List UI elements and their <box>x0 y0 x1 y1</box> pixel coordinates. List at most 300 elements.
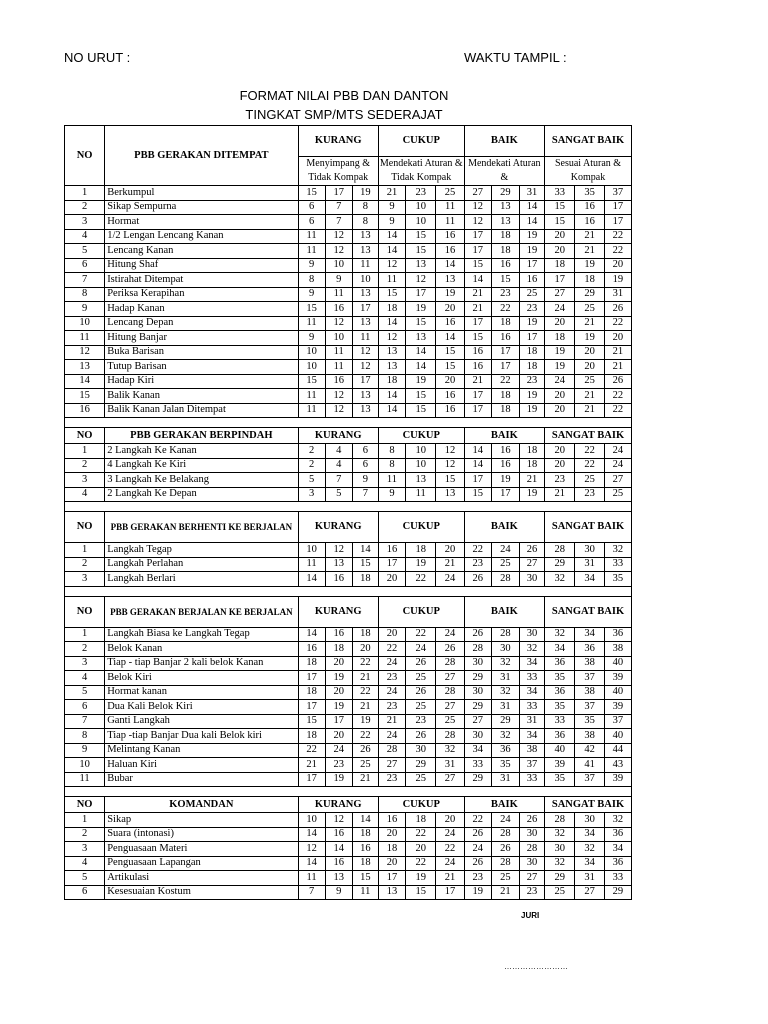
item-name: Tiap - tiap Banjar 2 kali belok Kanan <box>105 656 298 671</box>
score-cell: 22 <box>464 813 491 828</box>
score-cell: 15 <box>464 331 491 346</box>
category-header: BAIK <box>464 596 544 627</box>
section-spacer <box>65 586 632 596</box>
score-cell: 26 <box>604 302 631 317</box>
table-row <box>65 215 632 230</box>
score-cell: 17 <box>406 287 436 302</box>
score-cell: 22 <box>464 543 491 558</box>
score-cell: 26 <box>520 813 545 828</box>
score-cell: 15 <box>406 316 436 331</box>
score-cell: 19 <box>575 258 604 273</box>
score-cell: 18 <box>520 345 545 360</box>
score-cell: 23 <box>406 714 436 729</box>
score-cell: 17 <box>491 345 519 360</box>
score-cell: 29 <box>491 186 519 201</box>
score-cell: 20 <box>545 316 575 331</box>
item-name: Berkumpul <box>105 186 298 201</box>
score-cell: 26 <box>406 685 436 700</box>
score-cell: 26 <box>520 543 545 558</box>
item-name: Sikap <box>105 813 298 828</box>
score-cell: 19 <box>520 403 545 418</box>
score-cell: 23 <box>520 374 545 389</box>
score-cell: 15 <box>436 473 464 488</box>
score-cell: 2 <box>298 444 325 459</box>
score-cell: 37 <box>575 700 604 715</box>
score-cell: 36 <box>575 642 604 657</box>
score-cell: 7 <box>325 473 352 488</box>
score-cell: 15 <box>406 389 436 404</box>
score-cell: 17 <box>464 473 491 488</box>
item-name: Periksa Kerapihan <box>105 287 298 302</box>
score-cell: 14 <box>378 316 405 331</box>
score-cell: 19 <box>406 374 436 389</box>
score-cell: 14 <box>378 389 405 404</box>
item-name: Lencang Depan <box>105 316 298 331</box>
score-cell: 29 <box>545 871 575 886</box>
score-cell: 8 <box>378 458 405 473</box>
score-cell: 19 <box>352 186 378 201</box>
score-cell: 15 <box>436 360 464 375</box>
score-cell: 28 <box>491 572 519 587</box>
score-cell: 33 <box>545 714 575 729</box>
signature-line: …………………… <box>504 962 568 971</box>
score-cell: 12 <box>325 316 352 331</box>
score-cell: 34 <box>575 856 604 871</box>
score-cell: 38 <box>520 743 545 758</box>
no-header: NO <box>65 512 105 543</box>
score-cell: 26 <box>464 827 491 842</box>
score-cell: 19 <box>520 244 545 259</box>
score-cell: 39 <box>545 758 575 773</box>
score-cell: 24 <box>436 856 464 871</box>
item-name: Haluan Kiri <box>105 758 298 773</box>
score-cell: 40 <box>604 685 631 700</box>
score-cell: 13 <box>491 200 519 215</box>
score-cell: 37 <box>575 671 604 686</box>
score-cell: 20 <box>545 229 575 244</box>
score-cell: 22 <box>604 403 631 418</box>
score-cell: 6 <box>352 458 378 473</box>
score-cell: 19 <box>520 229 545 244</box>
score-cell: 14 <box>464 458 491 473</box>
score-cell: 30 <box>464 729 491 744</box>
category-header: CUKUP <box>378 797 464 813</box>
table-row <box>65 714 632 729</box>
category-description: Mendekati Aturan & <box>464 157 544 186</box>
table-row <box>65 302 632 317</box>
row-number: 1 <box>65 813 105 828</box>
item-name: Penguasaan Lapangan <box>105 856 298 871</box>
score-cell: 18 <box>491 229 519 244</box>
score-cell: 28 <box>436 685 464 700</box>
score-cell: 29 <box>464 700 491 715</box>
score-cell: 19 <box>406 871 436 886</box>
score-cell: 13 <box>406 258 436 273</box>
score-cell: 21 <box>575 244 604 259</box>
score-cell: 34 <box>520 656 545 671</box>
score-cell: 30 <box>464 656 491 671</box>
score-cell: 32 <box>545 627 575 642</box>
score-cell: 12 <box>406 273 436 288</box>
item-name: Hitung Banjar <box>105 331 298 346</box>
row-number: 4 <box>65 487 105 502</box>
score-cell: 39 <box>604 700 631 715</box>
score-cell: 21 <box>378 714 405 729</box>
table-row <box>65 458 632 473</box>
category-header: BAIK <box>464 797 544 813</box>
score-cell: 24 <box>436 627 464 642</box>
score-cell: 16 <box>325 572 352 587</box>
category-header: KURANG <box>298 428 378 444</box>
score-cell: 17 <box>378 871 405 886</box>
score-cell: 15 <box>436 345 464 360</box>
score-cell: 15 <box>298 714 325 729</box>
score-cell: 11 <box>406 487 436 502</box>
score-cell: 33 <box>604 557 631 572</box>
score-cell: 18 <box>545 331 575 346</box>
score-cell: 26 <box>464 856 491 871</box>
score-cell: 12 <box>436 458 464 473</box>
juri-label: JURI <box>521 911 540 920</box>
score-cell: 11 <box>325 287 352 302</box>
score-cell: 18 <box>378 842 405 857</box>
score-cell: 18 <box>520 360 545 375</box>
category-header: SANGAT BAIK <box>545 126 632 157</box>
row-number: 14 <box>65 374 105 389</box>
score-cell: 17 <box>464 389 491 404</box>
score-cell: 27 <box>545 287 575 302</box>
score-cell: 16 <box>325 302 352 317</box>
score-cell: 25 <box>436 714 464 729</box>
score-cell: 23 <box>464 557 491 572</box>
item-name: Penguasaan Materi <box>105 842 298 857</box>
item-name: Kesesuaian Kostum <box>105 885 298 900</box>
score-cell: 15 <box>298 374 325 389</box>
table-row <box>65 258 632 273</box>
item-name: Tiap -tiap Banjar Dua kali Belok kiri <box>105 729 298 744</box>
score-cell: 27 <box>520 871 545 886</box>
no-header: NO <box>65 428 105 444</box>
score-cell: 9 <box>298 258 325 273</box>
table-row <box>65 772 632 787</box>
item-name: Ganti Langkah <box>105 714 298 729</box>
score-cell: 21 <box>352 700 378 715</box>
score-cell: 28 <box>545 813 575 828</box>
score-cell: 21 <box>575 316 604 331</box>
score-cell: 20 <box>604 258 631 273</box>
score-cell: 9 <box>378 200 405 215</box>
table-row <box>65 389 632 404</box>
score-cell: 34 <box>575 627 604 642</box>
score-cell: 11 <box>378 473 405 488</box>
row-number: 1 <box>65 186 105 201</box>
score-cell: 27 <box>464 714 491 729</box>
score-cell: 35 <box>575 186 604 201</box>
score-cell: 14 <box>436 331 464 346</box>
score-cell: 23 <box>378 772 405 787</box>
score-cell: 15 <box>406 244 436 259</box>
score-cell: 35 <box>545 772 575 787</box>
score-cell: 10 <box>298 360 325 375</box>
score-cell: 37 <box>520 758 545 773</box>
table-row <box>65 827 632 842</box>
score-cell: 12 <box>378 258 405 273</box>
score-cell: 18 <box>298 729 325 744</box>
score-cell: 34 <box>545 642 575 657</box>
score-cell: 36 <box>604 827 631 842</box>
score-cell: 44 <box>604 743 631 758</box>
score-cell: 25 <box>352 758 378 773</box>
score-cell: 15 <box>406 229 436 244</box>
section-title: PBB GERAKAN BERJALAN KE BERJALAN <box>105 596 298 627</box>
row-number: 3 <box>65 656 105 671</box>
table-row <box>65 856 632 871</box>
row-number: 2 <box>65 557 105 572</box>
score-cell: 18 <box>575 273 604 288</box>
score-cell: 14 <box>298 856 325 871</box>
score-cell: 28 <box>436 656 464 671</box>
score-cell: 14 <box>378 244 405 259</box>
score-cell: 21 <box>575 403 604 418</box>
score-cell: 31 <box>575 871 604 886</box>
score-cell: 4 <box>325 458 352 473</box>
score-cell: 20 <box>545 389 575 404</box>
score-cell: 12 <box>436 444 464 459</box>
score-cell: 35 <box>575 714 604 729</box>
score-cell: 12 <box>325 403 352 418</box>
score-cell: 28 <box>491 627 519 642</box>
spacer-cell <box>65 502 632 512</box>
score-cell: 23 <box>491 287 519 302</box>
score-cell: 19 <box>325 772 352 787</box>
score-cell: 22 <box>575 444 604 459</box>
score-cell: 28 <box>436 729 464 744</box>
score-cell: 4 <box>325 444 352 459</box>
spacer-cell <box>65 418 632 428</box>
score-cell: 11 <box>298 557 325 572</box>
row-number: 16 <box>65 403 105 418</box>
table-row <box>65 743 632 758</box>
item-name: Langkah Berlari <box>105 572 298 587</box>
score-cell: 13 <box>406 331 436 346</box>
score-cell: 20 <box>545 458 575 473</box>
section-header-row <box>65 512 632 543</box>
score-cell: 7 <box>352 487 378 502</box>
row-number: 15 <box>65 389 105 404</box>
table-row <box>65 671 632 686</box>
table-row <box>65 186 632 201</box>
score-cell: 16 <box>436 389 464 404</box>
score-cell: 42 <box>575 743 604 758</box>
document-subtitle: TINGKAT SMP/MTS SEDERAJAT <box>245 107 443 122</box>
score-cell: 21 <box>491 885 519 900</box>
score-cell: 34 <box>575 572 604 587</box>
score-cell: 21 <box>352 671 378 686</box>
row-number: 2 <box>65 458 105 473</box>
score-cell: 29 <box>406 758 436 773</box>
table-row <box>65 543 632 558</box>
score-cell: 15 <box>298 302 325 317</box>
score-cell: 26 <box>352 743 378 758</box>
score-cell: 28 <box>520 842 545 857</box>
score-cell: 19 <box>604 273 631 288</box>
score-cell: 16 <box>436 403 464 418</box>
item-name: Bubar <box>105 772 298 787</box>
score-cell: 22 <box>352 685 378 700</box>
score-cell: 32 <box>491 685 519 700</box>
item-name: Hormat kanan <box>105 685 298 700</box>
score-cell: 26 <box>491 842 519 857</box>
score-cell: 23 <box>325 758 352 773</box>
score-cell: 8 <box>378 444 405 459</box>
score-cell: 36 <box>604 856 631 871</box>
row-number: 13 <box>65 360 105 375</box>
section-spacer <box>65 787 632 797</box>
score-cell: 20 <box>378 572 405 587</box>
score-cell: 22 <box>406 572 436 587</box>
score-cell: 17 <box>325 714 352 729</box>
score-cell: 31 <box>520 714 545 729</box>
score-cell: 19 <box>325 671 352 686</box>
score-cell: 20 <box>325 656 352 671</box>
score-cell: 17 <box>520 331 545 346</box>
score-cell: 30 <box>545 842 575 857</box>
score-cell: 12 <box>325 543 352 558</box>
score-cell: 17 <box>520 258 545 273</box>
item-name: 4 Langkah Ke Kiri <box>105 458 298 473</box>
table-row <box>65 360 632 375</box>
category-header: BAIK <box>464 512 544 543</box>
score-cell: 16 <box>352 842 378 857</box>
score-cell: 16 <box>378 813 405 828</box>
item-name: 1/2 Lengan Lencang Kanan <box>105 229 298 244</box>
score-cell: 9 <box>352 473 378 488</box>
score-cell: 16 <box>491 258 519 273</box>
score-cell: 12 <box>464 200 491 215</box>
score-cell: 23 <box>575 487 604 502</box>
score-cell: 18 <box>406 543 436 558</box>
score-cell: 29 <box>604 885 631 900</box>
category-header: KURANG <box>298 797 378 813</box>
score-cell: 10 <box>406 200 436 215</box>
score-cell: 22 <box>575 458 604 473</box>
score-cell: 23 <box>520 885 545 900</box>
section-spacer <box>65 502 632 512</box>
score-cell: 17 <box>491 487 519 502</box>
score-cell: 22 <box>352 729 378 744</box>
score-cell: 14 <box>298 572 325 587</box>
score-cell: 25 <box>575 374 604 389</box>
score-cell: 30 <box>520 627 545 642</box>
score-cell: 18 <box>491 244 519 259</box>
score-cell: 17 <box>352 302 378 317</box>
score-cell: 11 <box>298 871 325 886</box>
score-cell: 24 <box>436 827 464 842</box>
score-cell: 18 <box>325 642 352 657</box>
score-cell: 22 <box>491 302 519 317</box>
category-description: Mendekati Aturan & Tidak Kompak <box>378 157 464 186</box>
item-name: Balik Kanan <box>105 389 298 404</box>
score-cell: 25 <box>491 557 519 572</box>
section-header-row <box>65 797 632 813</box>
score-cell: 18 <box>491 389 519 404</box>
score-cell: 35 <box>604 572 631 587</box>
score-cell: 17 <box>545 273 575 288</box>
item-name: 2 Langkah Ke Depan <box>105 487 298 502</box>
row-number: 3 <box>65 473 105 488</box>
score-cell: 21 <box>464 287 491 302</box>
score-cell: 18 <box>406 813 436 828</box>
score-cell: 16 <box>436 316 464 331</box>
score-cell: 25 <box>604 487 631 502</box>
score-cell: 6 <box>298 215 325 230</box>
score-cell: 17 <box>604 215 631 230</box>
score-cell: 27 <box>464 186 491 201</box>
score-cell: 6 <box>352 444 378 459</box>
section-header-row <box>65 126 632 157</box>
score-cell: 22 <box>406 627 436 642</box>
score-cell: 28 <box>491 827 519 842</box>
score-cell: 27 <box>436 671 464 686</box>
score-cell: 16 <box>491 458 519 473</box>
score-cell: 19 <box>325 700 352 715</box>
score-cell: 34 <box>575 827 604 842</box>
score-cell: 25 <box>575 473 604 488</box>
score-cell: 8 <box>352 215 378 230</box>
score-cell: 24 <box>491 813 519 828</box>
score-cell: 20 <box>604 331 631 346</box>
row-number: 6 <box>65 700 105 715</box>
score-cell: 31 <box>520 186 545 201</box>
score-cell: 21 <box>604 360 631 375</box>
score-cell: 24 <box>545 374 575 389</box>
score-cell: 13 <box>352 389 378 404</box>
item-name: Istirahat Ditempat <box>105 273 298 288</box>
score-cell: 30 <box>406 743 436 758</box>
score-cell: 24 <box>491 543 519 558</box>
score-cell: 26 <box>406 729 436 744</box>
score-cell: 14 <box>464 273 491 288</box>
score-cell: 11 <box>325 345 352 360</box>
row-number: 4 <box>65 229 105 244</box>
score-cell: 20 <box>545 244 575 259</box>
category-header: CUKUP <box>378 512 464 543</box>
score-cell: 11 <box>298 389 325 404</box>
score-cell: 15 <box>406 885 436 900</box>
score-cell: 21 <box>575 229 604 244</box>
score-cell: 39 <box>604 671 631 686</box>
table-row <box>65 345 632 360</box>
score-cell: 25 <box>575 302 604 317</box>
score-cell: 22 <box>604 389 631 404</box>
row-number: 10 <box>65 758 105 773</box>
score-cell: 11 <box>352 331 378 346</box>
score-cell: 30 <box>520 572 545 587</box>
row-number: 5 <box>65 871 105 886</box>
score-cell: 30 <box>575 543 604 558</box>
score-cell: 32 <box>604 813 631 828</box>
category-description: Sesuai Aturan & Kompak <box>545 157 632 186</box>
score-cell: 20 <box>325 685 352 700</box>
score-cell: 12 <box>325 389 352 404</box>
item-name: Artikulasi <box>105 871 298 886</box>
score-cell: 33 <box>464 758 491 773</box>
score-cell: 31 <box>491 700 519 715</box>
row-number: 6 <box>65 885 105 900</box>
score-cell: 20 <box>378 827 405 842</box>
score-cell: 9 <box>325 885 352 900</box>
item-name: Sikap Sempurna <box>105 200 298 215</box>
